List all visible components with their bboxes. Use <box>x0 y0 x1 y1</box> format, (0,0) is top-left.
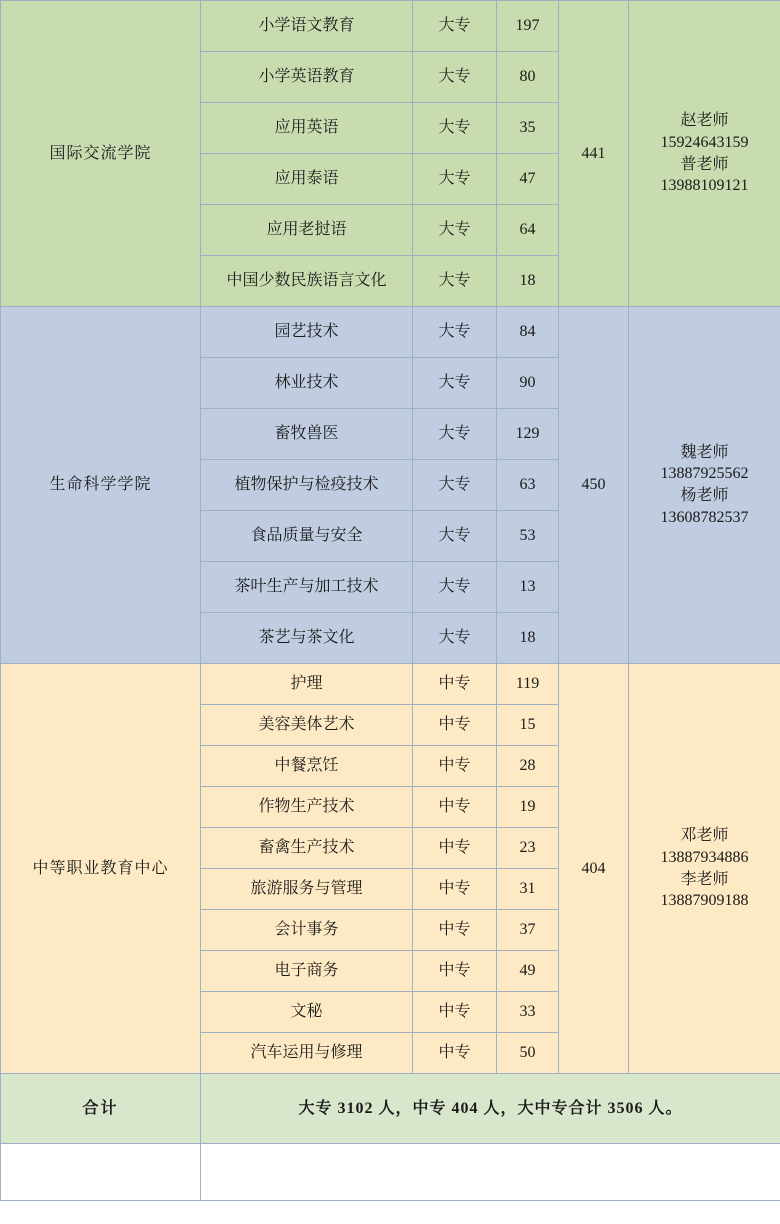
contact-line: 杨老师 <box>680 487 729 504</box>
table-row <box>1 307 780 358</box>
major-name: 旅游服务与管理 <box>201 869 413 910</box>
education-level: 大专 <box>413 460 497 511</box>
summary-value: 大专 3102 人，中专 404 人，大中专合计 3506 人。 <box>201 1074 780 1144</box>
student-count: 50 <box>497 1033 559 1074</box>
table-body <box>1 1 780 1201</box>
education-level: 大专 <box>413 613 497 664</box>
contact-line: 13988109121 <box>660 177 749 195</box>
bottom-spacer <box>201 1144 780 1201</box>
major-name: 电子商务 <box>201 951 413 992</box>
major-name: 应用英语 <box>201 103 413 154</box>
student-count: 90 <box>497 358 559 409</box>
college-name: 中等职业教育中心 <box>1 664 201 1074</box>
education-level: 大专 <box>413 358 497 409</box>
education-level: 中专 <box>413 992 497 1033</box>
education-level: 大专 <box>413 511 497 562</box>
student-count: 64 <box>497 205 559 256</box>
education-level: 大专 <box>413 562 497 613</box>
college-name: 生命科学学院 <box>1 307 201 664</box>
major-name: 护理 <box>201 664 413 705</box>
education-level: 中专 <box>413 664 497 705</box>
summary-label: 合计 <box>1 1074 201 1144</box>
major-name: 茶艺与茶文化 <box>201 613 413 664</box>
major-name: 小学语文教育 <box>201 1 413 52</box>
table-row <box>1 664 780 705</box>
college-total: 450 <box>559 307 629 664</box>
major-name: 应用老挝语 <box>201 205 413 256</box>
contact-line: 邓老师 <box>680 827 729 845</box>
student-count: 197 <box>497 1 559 52</box>
education-level: 大专 <box>413 205 497 256</box>
major-name: 畜禽生产技术 <box>201 828 413 869</box>
bottom-spacer-left <box>1 1144 201 1201</box>
major-name: 茶叶生产与加工技术 <box>201 562 413 613</box>
contact-line: 赵老师 <box>680 112 729 130</box>
education-level: 中专 <box>413 869 497 910</box>
college-total: 441 <box>559 1 629 307</box>
education-level: 大专 <box>413 1 497 52</box>
student-count: 13 <box>497 562 559 613</box>
major-name: 作物生产技术 <box>201 787 413 828</box>
contact-line: 15924643159 <box>660 133 749 151</box>
major-name: 美容美体艺术 <box>201 705 413 746</box>
student-count: 35 <box>497 103 559 154</box>
education-level: 大专 <box>413 409 497 460</box>
education-level: 大专 <box>413 307 497 358</box>
major-name: 食品质量与安全 <box>201 511 413 562</box>
major-name: 应用泰语 <box>201 154 413 205</box>
college-total: 404 <box>559 664 629 1074</box>
contact-info <box>629 664 780 1074</box>
major-name: 畜牧兽医 <box>201 409 413 460</box>
bottom-spacer-row <box>1 1144 780 1201</box>
education-level: 大专 <box>413 103 497 154</box>
student-count: 53 <box>497 511 559 562</box>
student-count: 18 <box>497 256 559 307</box>
student-count: 37 <box>497 910 559 951</box>
education-level: 大专 <box>413 52 497 103</box>
summary-row <box>1 1074 780 1144</box>
student-count: 15 <box>497 705 559 746</box>
student-count: 23 <box>497 828 559 869</box>
student-count: 49 <box>497 951 559 992</box>
student-count: 84 <box>497 307 559 358</box>
major-name: 中国少数民族语言文化 <box>201 256 413 307</box>
college-name: 国际交流学院 <box>1 1 201 307</box>
education-level: 中专 <box>413 746 497 787</box>
major-name: 中餐烹饪 <box>201 746 413 787</box>
contact-line: 李老师 <box>680 870 729 888</box>
contact-line: 魏老师 <box>680 443 729 461</box>
major-name: 会计事务 <box>201 910 413 951</box>
student-count: 63 <box>497 460 559 511</box>
education-level: 中专 <box>413 787 497 828</box>
contact-line: 13608782537 <box>660 508 749 526</box>
education-level: 大专 <box>413 256 497 307</box>
student-count: 31 <box>497 869 559 910</box>
education-level: 中专 <box>413 1033 497 1074</box>
education-level: 大专 <box>413 154 497 205</box>
contact-info <box>629 307 780 664</box>
major-name: 园艺技术 <box>201 307 413 358</box>
student-count: 80 <box>497 52 559 103</box>
major-name: 植物保护与检疫技术 <box>201 460 413 511</box>
education-level: 中专 <box>413 828 497 869</box>
contact-info <box>629 1 780 307</box>
major-name: 汽车运用与修理 <box>201 1033 413 1074</box>
student-count: 119 <box>497 664 559 705</box>
student-count: 129 <box>497 409 559 460</box>
education-level: 中专 <box>413 951 497 992</box>
major-name: 林业技术 <box>201 358 413 409</box>
student-count: 47 <box>497 154 559 205</box>
education-level: 中专 <box>413 705 497 746</box>
contact-line: 13887934886 <box>660 848 749 866</box>
student-count: 19 <box>497 787 559 828</box>
student-count: 28 <box>497 746 559 787</box>
contact-line: 13887925562 <box>660 465 749 483</box>
major-name: 文秘 <box>201 992 413 1033</box>
education-level: 中专 <box>413 910 497 951</box>
major-name: 小学英语教育 <box>201 52 413 103</box>
table-row <box>1 1 780 52</box>
contact-line: 普老师 <box>680 155 729 173</box>
student-count: 33 <box>497 992 559 1033</box>
contact-line: 13887909188 <box>660 892 749 910</box>
student-count: 18 <box>497 613 559 664</box>
